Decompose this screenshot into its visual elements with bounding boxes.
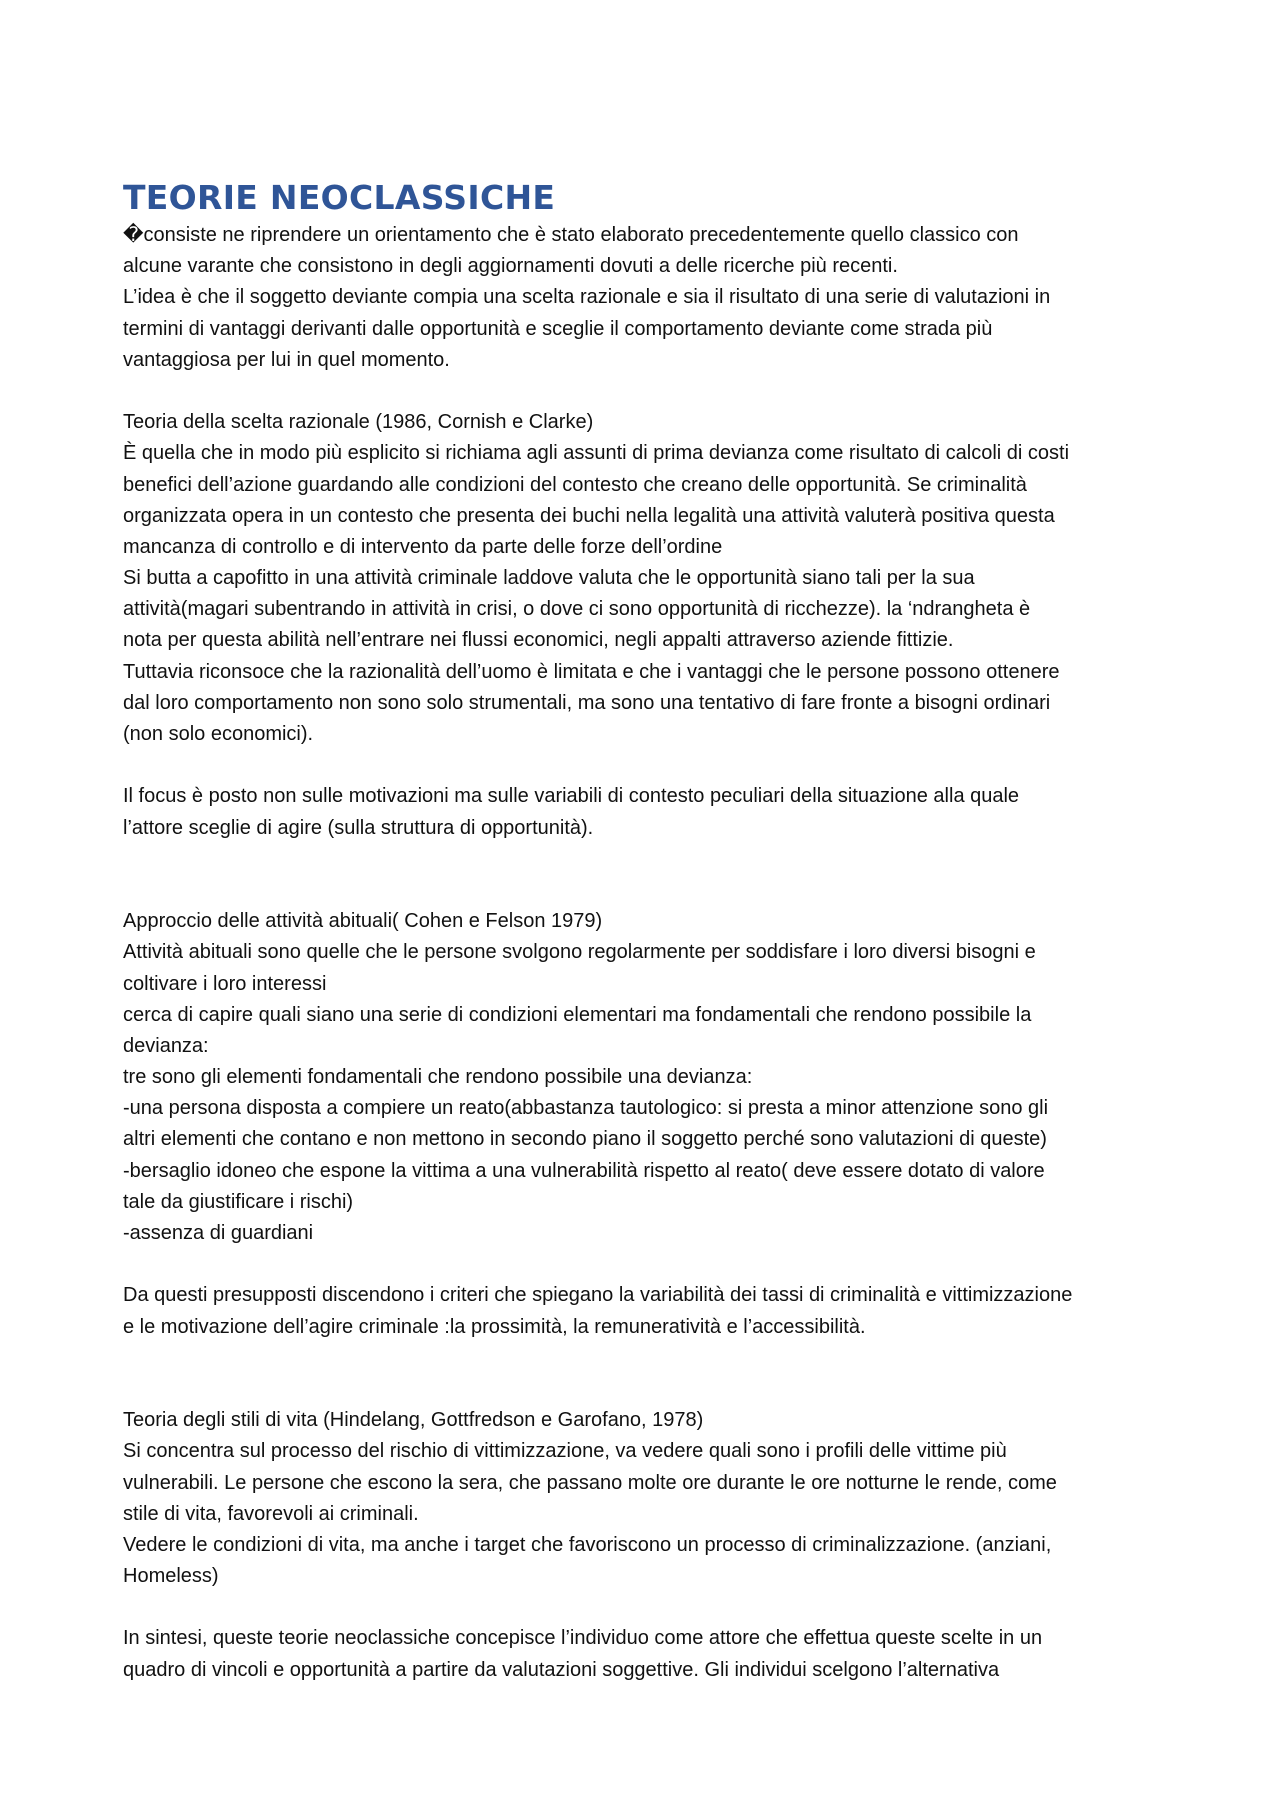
text-line: L’idea è che il soggetto deviante compia una scelta razionale e sia il risultato di una serie di valutazioni in — [123, 286, 1051, 309]
text-line: È quella che in modo più esplicito si richiama agli assunti di prima devianza come risultato di calcoli di costi — [123, 442, 1070, 465]
text-line: tale da giustificare i rischi) — [123, 1190, 354, 1213]
text-line: termini di vantaggi derivanti dalle opportunità e sceglie il comportamento deviante come strada più — [123, 317, 993, 340]
text-line: Teoria degli stili di vita (Hindelang, Gottfredson e Garofano, 1978) — [123, 1409, 704, 1432]
text-line: dal loro comportamento non sono solo strumentali, ma sono una tentativo di fare fronte a bisogni ordinari — [123, 691, 1051, 714]
text-line: benefici dell’azione guardando alle condizioni del contesto che creano delle opportunità. Se criminalità — [123, 473, 1027, 496]
text-line: Vedere le condizioni di vita, ma anche i target che favoriscono un processo di criminalizzazione. (anziani, — [123, 1533, 1052, 1556]
blank-line — [123, 1343, 1173, 1374]
text-line: Tuttavia riconsoce che la razionalità dell’uomo è limitata e che i vantaggi che le persone possono ottenere — [123, 660, 1060, 683]
text-line: Da questi presupposti discendono i criteri che spiegano la variabilità dei tassi di criminalità e vittimizzazione — [123, 1284, 1073, 1307]
text-line: attività(magari subentrando in attività in crisi, o dove ci sono opportunità di ricchezze). la ‘ndrangheta è — [123, 598, 1031, 621]
text-line: nota per questa abilità nell’entrare nei flussi economici, negli appalti attraverso aziende fittizie. — [123, 629, 954, 652]
blank-line — [123, 844, 1173, 875]
blank-line — [123, 750, 1173, 781]
text-line: Si concentra sul processo del rischio di vittimizzazione, va vedere quali sono i profili delle vittime più — [123, 1440, 1007, 1463]
text-line: -assenza di guardiani — [123, 1222, 314, 1244]
text-line: vulnerabili. Le persone che escono la sera, che passano molte ore durante le ore notturne le rende, come — [123, 1471, 1057, 1494]
text-line: Teoria della scelta razionale (1986, Cornish e Clarke) — [123, 411, 594, 434]
text-line: -bersaglio idoneo che espone la vittima a una vulnerabilità rispetto al reato( deve essere dotato di valore — [123, 1159, 1045, 1182]
blank-line — [123, 1592, 1173, 1623]
text-line: Approccio delle attività abituali( Cohen e Felson 1979) — [123, 910, 603, 933]
blank-line — [123, 1249, 1173, 1280]
document-page — [123, 178, 1173, 1686]
text-line: stile di vita, favorevoli ai criminali. — [123, 1502, 419, 1525]
text-line: mancanza di controllo e di intervento da parte delle forze dell’ordine — [123, 535, 723, 558]
text-line: In sintesi, queste teorie neoclassiche concepisce l’individuo come attore che effettua queste scelte in un — [123, 1627, 1043, 1650]
text-line: Attività abituali sono quelle che le persone svolgono regolarmente per soddisfare i loro diversi bisogni e — [123, 941, 1036, 964]
document-title: TEORIE NEOCLASSICHE — [123, 178, 556, 217]
text-line: devianza: — [123, 1034, 209, 1057]
text-line: quadro di vincoli e opportunità a partire da valutazioni soggettive. Gli individui scelgono l’alternativa — [123, 1658, 1000, 1681]
text-line: �consiste ne riprendere un orientamento che è stato elaborato precedentemente quello classico con — [123, 224, 1019, 246]
document-body — [123, 220, 1173, 1686]
text-line: Si butta a capofitto in una attività criminale laddove valuta che le opportunità siano tali per la sua — [123, 567, 975, 590]
text-line: coltivare i loro interessi — [123, 972, 327, 995]
text-line: alcune varante che consistono in degli aggiornamenti dovuti a delle ricerche più recenti. — [123, 255, 898, 278]
text-line: Homeless) — [123, 1565, 219, 1588]
text-line: vantaggiosa per lui in quel momento. — [123, 348, 450, 371]
text-line: tre sono gli elementi fondamentali che rendono possibile una devianza: — [123, 1066, 753, 1089]
blank-line — [123, 376, 1173, 407]
blank-line — [123, 1374, 1173, 1405]
blank-line — [123, 875, 1173, 906]
text-line: l’attore sceglie di agire (sulla struttura di opportunità). — [123, 816, 594, 839]
text-line: altri elementi che contano e non mettono in secondo piano il soggetto perché sono valutazioni di queste) — [123, 1128, 1047, 1151]
text-line: (non solo economici). — [123, 723, 314, 745]
text-line: Il focus è posto non sulle motivazioni ma sulle variabili di contesto peculiari della situazione alla quale — [123, 785, 1020, 808]
text-line: cerca di capire quali siano una serie di condizioni elementari ma fondamentali che rendono possibile la — [123, 1003, 1032, 1026]
text-line: e le motivazione dell’agire criminale :la prossimità, la remuneratività e l’accessibilità. — [123, 1315, 866, 1338]
text-line: organizzata opera in un contesto che presenta dei buchi nella legalità una attività valuterà positiva questa — [123, 504, 1055, 527]
text-line: -una persona disposta a compiere un reato(abbastanza tautologico: si presta a minor attenzione sono gli — [123, 1097, 1049, 1120]
